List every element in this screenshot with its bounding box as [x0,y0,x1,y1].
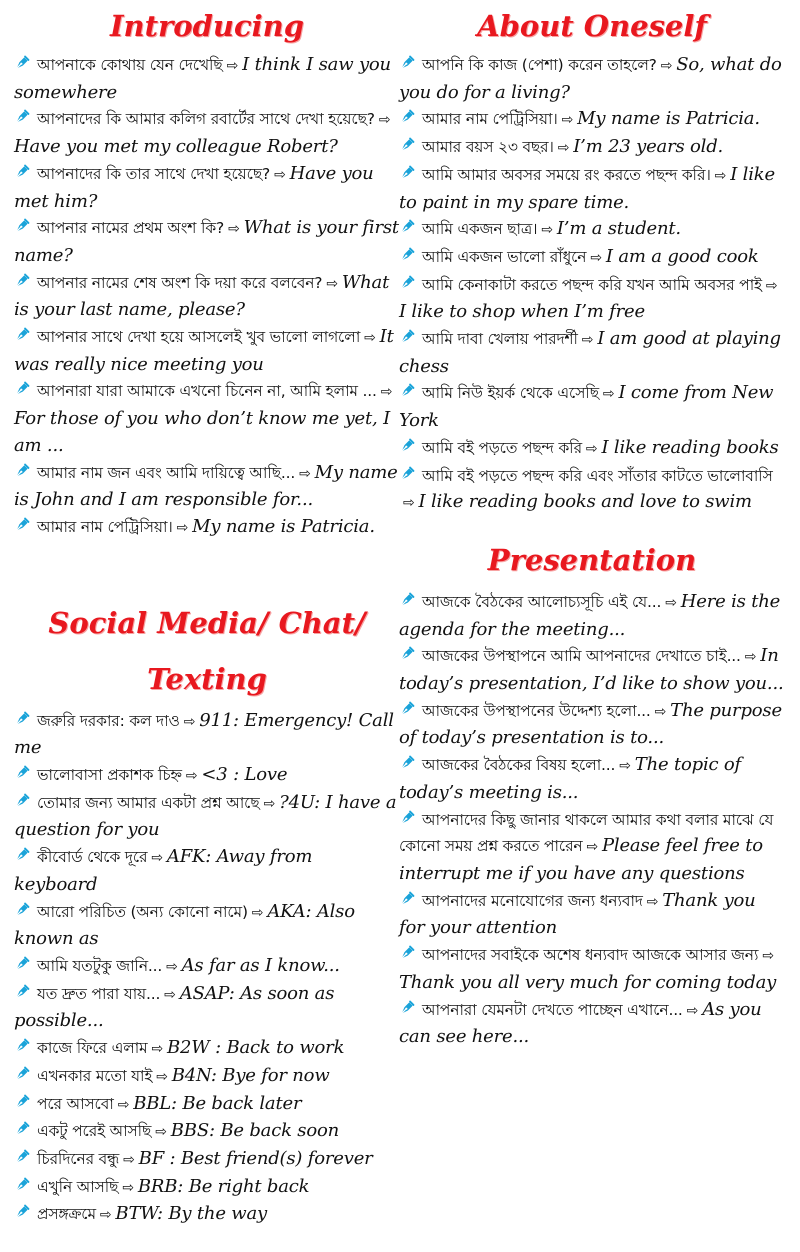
bengali-phrase: এখনকার মতো যাই [37,1066,153,1085]
english-phrase: I like to shop when I’m free [399,301,645,323]
bengali-phrase: আমার নাম জন এবং আমি দায়িত্বে আছি... [37,463,296,482]
bengali-phrase: চিরদিনের বন্ধু [37,1149,120,1168]
arrow-icon: ⇨ [585,440,598,457]
english-phrase: I’m a student. [556,218,681,240]
section-about-oneself [399,0,785,517]
arrow-icon: ⇨ [166,958,178,975]
section-title: Presentation [487,542,697,577]
bengali-phrase: আপনার নামের প্রথম অংশ কি? [37,219,225,238]
entry-list [399,52,785,517]
phrase-entry [14,1146,400,1174]
phrase-entry [14,1035,400,1063]
right-column [399,0,785,1055]
arrow-icon: ⇨ [263,795,276,812]
pen-nib-icon [399,808,416,825]
pen-nib-icon [14,107,31,124]
english-phrase: BRB: Be right back [137,1175,310,1197]
bengali-phrase: এখুনি আসছি [37,1177,119,1196]
bengali-phrase: আমি দাবা খেলায় পারদর্শী [422,330,578,349]
phrase-entry [14,1063,400,1091]
bengali-phrase: আপনার সাথে দেখা হয়ে আসলেই খুব ভালো লাগলো [37,328,361,347]
arrow-icon: ⇨ [654,703,667,720]
bengali-phrase: আজকের বৈঠকের বিষয় হলো... [422,756,616,775]
pen-nib-icon [399,135,416,152]
arrow-icon: ⇨ [151,850,163,867]
pen-nib-icon [399,273,416,290]
phrase-entry [399,942,785,996]
english-phrase: I think I saw you somewhere [14,54,391,103]
pen-nib-icon [14,763,31,780]
english-phrase: The purpose of today’s presentation is to... [399,699,782,749]
english-phrase: Please feel free to interrupt me if you have any questions [399,835,763,884]
arrow-icon: ⇨ [364,330,376,347]
phrase-entry [399,134,785,162]
pen-nib-icon [14,216,31,233]
phrase-entry [399,997,785,1051]
arrow-icon: ⇨ [686,1002,699,1019]
pen-nib-icon [14,791,31,808]
section-gap [14,546,400,590]
phrase-entry [14,844,400,898]
bengali-phrase: আমি একজন ভালো রাঁধুনে [422,247,587,266]
arrow-icon: ⇨ [155,1124,167,1141]
phrase-entry [399,807,785,888]
arrow-icon: ⇨ [403,495,415,512]
arrow-icon: ⇨ [226,58,239,74]
english-phrase: My name is Patricia. [577,108,760,130]
bengali-phrase: আজকের উপস্থাপনে আমি আপনাদের দেখাতে চাই... [422,647,741,666]
bengali-phrase: জরুরি দরকার: কল দাও [37,711,180,730]
bengali-phrase: ভালোবাসা প্রকাশক চিহ্ন [37,766,182,785]
pen-nib-icon [399,644,416,661]
section-title-line-2: Texting [147,661,267,696]
english-phrase: Thank you for your attention [399,889,756,939]
bengali-phrase: আপনারা যেমনটা দেখতে পাচ্ছেন এখানে... [422,1000,683,1019]
bengali-phrase: আমি একজন ছাত্র। [422,220,538,239]
bengali-phrase: কাজে ফিরে এলাম [37,1039,148,1058]
pen-nib-icon [399,998,416,1015]
arrow-icon: ⇨ [581,332,594,349]
english-phrase: I like reading books [601,436,779,458]
arrow-icon: ⇨ [590,249,602,266]
arrow-icon: ⇨ [541,222,553,239]
bengali-phrase: কীবোর্ড থেকে দূরে [37,848,148,867]
english-phrase: It was really nice meeting you [14,326,394,375]
arrow-icon: ⇨ [744,649,757,666]
english-phrase: AKA: Also known as [14,900,355,950]
english-phrase: BBL: Be back later [133,1092,302,1114]
phrase-entry [14,790,400,844]
phrase-entry [14,324,400,378]
phrase-entry [399,326,785,380]
arrow-icon: ⇨ [378,112,391,129]
phrase-entry [399,380,785,434]
english-phrase: BBS: Be back soon [170,1120,340,1142]
english-phrase: B4N: Bye for now [171,1064,330,1086]
section-presentation [399,533,785,1051]
pen-nib-icon [14,1064,31,1081]
phrase-entry [14,762,400,790]
pen-nib-icon [399,163,416,180]
entry-list [14,708,400,1229]
phrase-entry [14,1118,400,1146]
phrase-entry [399,698,785,752]
section-title: Introducing [109,9,305,43]
bengali-phrase: আমি বই পড়তে পছন্দ করি এবং সাঁতার কাটতে ভালোবাসি [422,466,773,485]
arrow-icon: ⇨ [185,768,198,785]
arrow-icon: ⇨ [228,221,240,238]
pen-nib-icon [399,753,416,770]
english-phrase: In today’s presentation, I’d like to show you... [399,645,784,695]
phrase-entry [14,1201,400,1229]
phrase-entry [399,752,785,806]
pen-nib-icon [399,217,416,234]
bengali-phrase: আরো পরিচিত (অন্য কোনো নামে) [37,902,248,921]
english-phrase: I am good at playing chess [399,328,781,377]
bengali-phrase: যত দ্রুত পারা যায়... [37,984,161,1003]
english-phrase: Thank you all very much for coming today [399,971,777,993]
pen-nib-icon [399,464,416,481]
bengali-phrase: আজকে বৈঠকের আলোচ্যসূচি এই যে... [422,592,662,611]
english-phrase: AFK: Away from keyboard [14,846,313,895]
arrow-icon: ⇨ [299,465,311,482]
bengali-phrase: আমি কেনাকাটা করতে পছন্দ করি যখন আমি অবসর পাই [422,275,762,294]
bengali-phrase: আমি আমার অবসর সময়ে রং করতে পছন্দ করি। [422,165,711,184]
pen-nib-icon [399,53,416,70]
bengali-phrase: প্রসঙ্গক্রমে [37,1205,96,1224]
english-phrase: My name is John and I am responsible for... [14,461,398,511]
bengali-phrase: আপনারা যারা আমাকে এখনো চিনেন না, আমি হলাম ... [37,382,377,401]
english-phrase: I am a good cook [605,245,759,267]
pen-nib-icon [14,1092,31,1109]
pen-nib-icon [14,162,31,179]
section-introducing [14,0,400,542]
pen-nib-icon [14,845,31,862]
arrow-icon: ⇨ [122,1179,134,1196]
phrase-entry [399,216,785,244]
english-phrase: My name is Patricia. [192,515,375,537]
english-phrase: So, what do you do for a living? [399,54,782,103]
phrase-entry [399,272,785,326]
arrow-icon: ⇨ [714,167,727,184]
arrow-icon: ⇨ [665,594,677,611]
english-phrase: Here is the agenda for the meeting... [399,590,781,640]
arrow-icon: ⇨ [557,140,570,157]
arrow-icon: ⇨ [156,1068,168,1085]
arrow-icon: ⇨ [762,948,774,965]
english-phrase: I come from New York [399,382,774,432]
entry-list [14,52,400,542]
section-gap [399,521,785,527]
arrow-icon: ⇨ [164,986,176,1003]
arrow-icon: ⇨ [117,1096,130,1113]
arrow-icon: ⇨ [151,1041,163,1058]
phrase-entry [14,953,400,981]
arrow-icon: ⇨ [561,112,574,129]
arrow-icon: ⇨ [123,1151,135,1168]
arrow-icon: ⇨ [765,277,778,294]
bengali-phrase: আমি যতটুকু জানি... [37,956,163,975]
arrow-icon: ⇨ [602,386,615,403]
section-title: About Oneself [477,9,707,43]
english-phrase: B2W : Back to work [166,1037,345,1059]
phrase-entry [14,1174,400,1202]
bengali-phrase: আপনাকে কোথায় যেন দেখেছি [37,56,223,74]
english-phrase: 911: Emergency! Call me [14,709,394,759]
english-phrase: I like reading books and love to swim [418,491,752,513]
english-phrase: The topic of today’s meeting is... [399,754,742,803]
phrase-entry [399,589,785,643]
phrase-entry [399,162,785,216]
phrase-entry [399,435,785,463]
pen-nib-icon [14,461,31,478]
bengali-phrase: আমার নাম পেট্রিসিয়া। [37,517,173,536]
arrow-icon: ⇨ [586,839,598,856]
english-phrase: I like to paint in my spare time. [399,163,775,213]
bengali-phrase: আপনাদের কি তার সাথে দেখা হয়েছে? [37,164,271,183]
bengali-phrase: আপনার নামের শেষ অংশ কি দয়া করে বলবেন? [37,273,323,292]
phrase-entry [14,981,400,1035]
pen-nib-icon [14,1119,31,1136]
bengali-phrase: আজকের উপস্থাপনের উদ্দেশ্য হলো... [422,701,651,720]
entry-list [399,589,785,1051]
arrow-icon: ⇨ [326,275,338,292]
phrase-entry [399,244,785,272]
phrase-entry [399,106,785,134]
arrow-icon: ⇨ [176,519,189,536]
pen-nib-icon [14,271,31,288]
phrase-entry [399,463,785,517]
bengali-phrase: তোমার জন্য আমার একটা প্রশ্ন আছে [37,793,260,812]
bengali-phrase: আপনাদের সবাইকে অশেষ ধন্যবাদ আজকে আসার জন্য [422,946,759,965]
bengali-phrase: আমি নিউ ইয়র্ক থেকে এসেছি [422,384,599,403]
left-column [14,0,400,1233]
phrase-entry [14,514,400,542]
english-phrase: ASAP: As soon as possible... [14,982,335,1032]
pen-nib-icon [14,709,31,726]
section-social-media [14,596,400,1229]
bengali-phrase: আমি বই পড়তে পছন্দ করি [422,438,582,457]
pen-nib-icon [399,436,416,453]
arrow-icon: ⇨ [99,1207,112,1224]
english-phrase: BF : Best friend(s) forever [138,1147,373,1169]
pen-nib-icon [14,325,31,342]
pen-nib-icon [14,1036,31,1053]
phrase-entry [14,708,400,762]
phrase-entry [14,899,400,953]
english-phrase: <3 : Love [201,764,288,786]
arrow-icon: ⇨ [646,893,659,910]
pen-nib-icon [14,53,31,70]
arrow-icon: ⇨ [380,384,393,401]
pen-nib-icon [399,699,416,716]
english-phrase: BTW: By the way [115,1203,268,1225]
bengali-phrase: আমার বয়স ২৩ বছর। [422,138,554,157]
phrase-entry [14,106,400,160]
phrase-entry [14,378,400,459]
arrow-icon: ⇨ [251,904,264,921]
phrase-entry [399,888,785,942]
phrase-entry [399,643,785,697]
english-phrase: What is your last name, please? [14,271,390,321]
phrase-entry [14,52,400,106]
bengali-phrase: আপনাদের কিছু জানার থাকলে আমার কথা বলার মাঝে যে কোনো সময় প্রশ্ন করতে পারেন [399,810,774,856]
pen-nib-icon [399,590,416,607]
english-phrase: For those of you who don’t know me yet, I am ... [14,408,390,456]
arrow-icon: ⇨ [660,58,673,74]
pen-nib-icon [14,1202,31,1219]
phrase-entry [14,460,400,514]
pen-nib-icon [399,107,416,124]
pen-nib-icon [399,889,416,906]
pen-nib-icon [399,943,416,960]
english-phrase: As far as I know... [181,954,340,976]
english-phrase: As you can see here... [399,998,762,1048]
arrow-icon: ⇨ [183,713,196,730]
bengali-phrase: একটু পরেই আসছি [37,1122,152,1141]
phrase-entry [14,270,400,324]
section-title-line-1: Social Media/ Chat/ [48,605,366,640]
bengali-phrase: পরে আসবো [37,1094,114,1113]
pen-nib-icon [399,245,416,262]
pen-nib-icon [14,982,31,999]
phrase-entry [14,161,400,215]
bengali-phrase: আপনাদের কি আমার কলিগ রবার্টের সাথে দেখা হয়েছে? [37,110,375,129]
arrow-icon: ⇨ [274,166,286,183]
pen-nib-icon [14,1147,31,1164]
pen-nib-icon [14,954,31,971]
phrase-entry [14,215,400,269]
pen-nib-icon [14,900,31,917]
phrase-entry [399,52,785,106]
english-phrase: ?4U: I have a question for you [14,791,397,841]
pen-nib-icon [14,515,31,532]
pen-nib-icon [14,379,31,396]
pen-nib-icon [399,327,416,344]
pen-nib-icon [14,1175,31,1192]
bengali-phrase: আমার নাম পেট্রিসিয়া। [422,110,558,129]
bengali-phrase: আপনাদের মনোযোগের জন্য ধন্যবাদ [422,891,643,910]
pen-nib-icon [399,381,416,398]
arrow-icon: ⇨ [619,758,631,775]
english-phrase: Have you met him? [14,162,374,212]
phrase-entry [14,1091,400,1119]
english-phrase: What is your first name? [14,217,399,266]
bengali-phrase: আপনি কি কাজ (পেশা) করেন তাহলে? [422,56,657,74]
english-phrase: Have you met my colleague Robert? [14,136,338,158]
english-phrase: I’m 23 years old. [573,136,724,158]
